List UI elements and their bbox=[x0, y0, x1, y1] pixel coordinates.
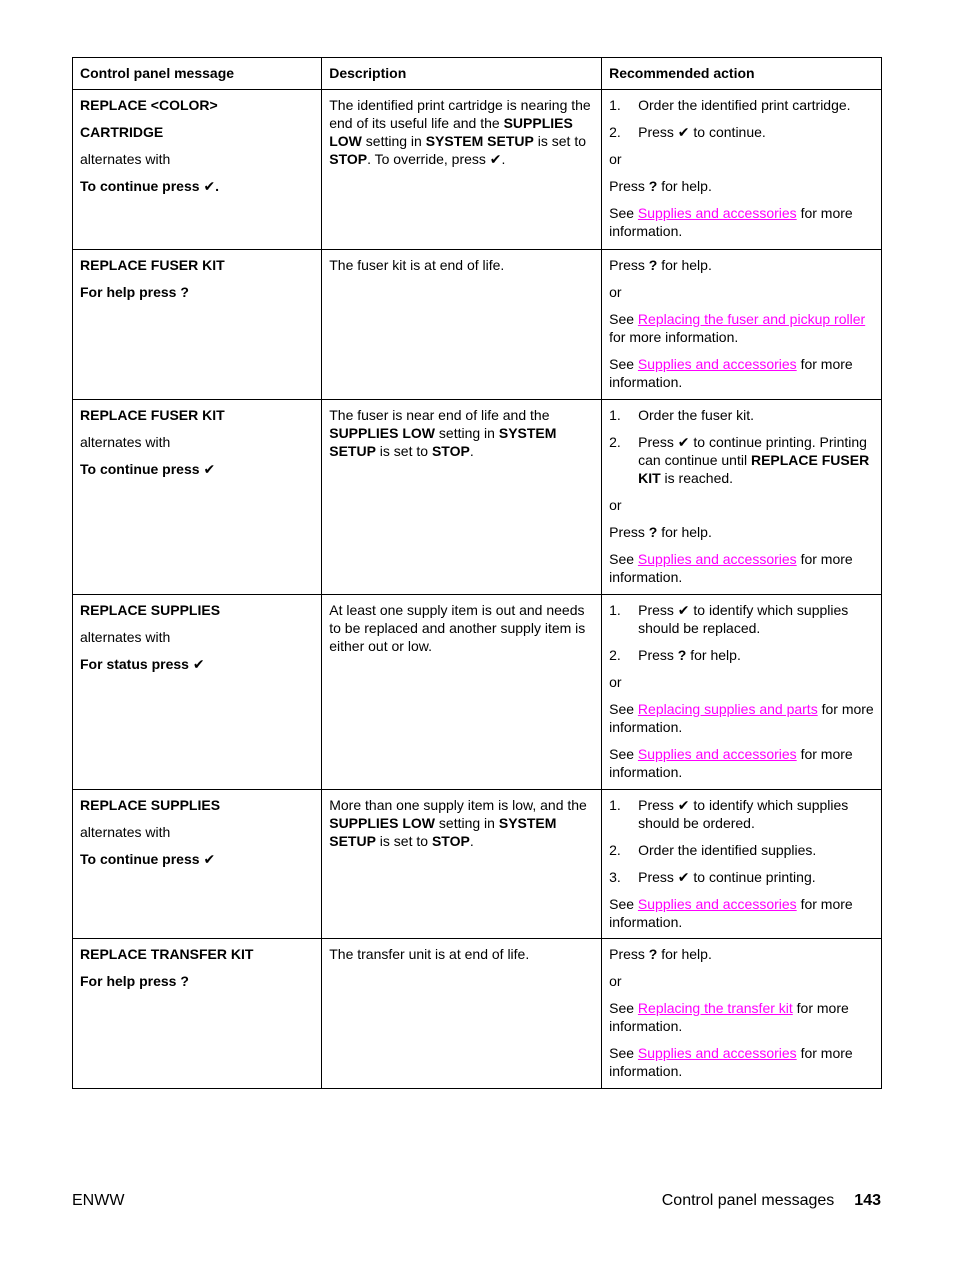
list-item: 1. Order the fuser kit. bbox=[609, 407, 755, 423]
table-row bbox=[73, 939, 882, 1089]
help-text: Press ? for help. bbox=[609, 946, 712, 962]
see-text: See Supplies and accessories for more information. bbox=[609, 551, 853, 585]
checkmark-icon: ✔ bbox=[677, 797, 690, 813]
action-cell bbox=[602, 595, 882, 790]
link-supplies-and-accessories[interactable]: Supplies and accessories bbox=[637, 205, 797, 221]
link-supplies-and-accessories[interactable]: Supplies and accessories bbox=[637, 551, 797, 567]
description-cell bbox=[322, 90, 602, 250]
message-text: REPLACE <COLOR> bbox=[80, 97, 218, 113]
action-steps bbox=[609, 601, 874, 664]
see-text: See Replacing supplies and parts for more information. bbox=[609, 701, 874, 735]
description-text: The transfer unit is at end of life. bbox=[329, 946, 530, 962]
message-text: alternates with bbox=[80, 824, 171, 840]
help-text: Press ? for help. bbox=[609, 257, 712, 273]
link-replacing-fuser[interactable]: Replacing the fuser and pickup roller bbox=[637, 311, 866, 327]
checkmark-icon: ✔ bbox=[677, 124, 690, 140]
header-action: Recommended action bbox=[602, 58, 882, 90]
checkmark-icon: ✔ bbox=[203, 461, 216, 477]
action-cell bbox=[602, 939, 882, 1089]
description-text: More than one supply item is low, and the SUPPLIES LOW setting in SYSTEM SETUP is set to STOP. bbox=[329, 797, 587, 849]
question-mark-icon: ? bbox=[180, 973, 189, 989]
link-replacing-supplies[interactable]: Replacing supplies and parts bbox=[637, 701, 818, 717]
description-text: The identified print cartridge is nearing the end of its useful life and the SUPPLIES LOW setting in SYSTEM SETUP is set to STOP. To override, press ✔. bbox=[329, 97, 591, 167]
action-cell bbox=[602, 90, 882, 250]
table-row bbox=[73, 250, 882, 400]
or-text: or bbox=[609, 973, 622, 989]
checkmark-icon: ✔ bbox=[677, 602, 690, 618]
message-text: REPLACE TRANSFER KIT bbox=[80, 946, 254, 962]
question-mark-icon: ? bbox=[648, 257, 658, 273]
list-item: 2. Press ✔ to continue. bbox=[609, 124, 766, 140]
message-cell bbox=[73, 400, 322, 595]
table-row bbox=[73, 790, 882, 939]
message-text: REPLACE FUSER KIT bbox=[80, 407, 225, 423]
see-text: See Supplies and accessories for more information. bbox=[609, 356, 853, 390]
table-header-row bbox=[73, 58, 882, 90]
description-cell bbox=[322, 939, 602, 1089]
see-text: See Supplies and accessories for more information. bbox=[609, 1045, 853, 1079]
message-text: CARTRIDGE bbox=[80, 124, 164, 140]
checkmark-icon: ✔ bbox=[203, 851, 216, 867]
description-text: At least one supply item is out and needs to be replaced and another supply item is either out or low. bbox=[329, 602, 586, 654]
or-text: or bbox=[609, 284, 622, 300]
question-mark-icon: ? bbox=[648, 524, 658, 540]
link-supplies-and-accessories[interactable]: Supplies and accessories bbox=[637, 356, 797, 372]
header-message: Control panel message bbox=[73, 58, 322, 90]
question-mark-icon: ? bbox=[648, 946, 658, 962]
action-steps bbox=[609, 796, 874, 886]
description-cell bbox=[322, 790, 602, 939]
message-cell bbox=[73, 250, 322, 400]
action-cell bbox=[602, 790, 882, 939]
list-item: 2. Order the identified supplies. bbox=[609, 842, 817, 858]
see-text: See Supplies and accessories for more information. bbox=[609, 205, 853, 239]
see-text: See Supplies and accessories for more information. bbox=[609, 896, 853, 930]
description-cell bbox=[322, 595, 602, 790]
page-number: 143 bbox=[854, 1192, 881, 1209]
link-replacing-transfer-kit[interactable]: Replacing the transfer kit bbox=[637, 1000, 793, 1016]
action-cell bbox=[602, 250, 882, 400]
checkmark-icon: ✔ bbox=[203, 178, 216, 194]
list-item: 2. Press ✔ to continue printing. Printing can continue until REPLACE FUSER KIT is reached. bbox=[609, 434, 870, 486]
footer-section-title: Control panel messages bbox=[661, 1192, 835, 1209]
list-item: 2. Press ? for help. bbox=[609, 647, 741, 663]
checkmark-icon: ✔ bbox=[192, 656, 205, 672]
message-text: To continue press ✔. bbox=[80, 178, 220, 194]
link-supplies-and-accessories[interactable]: Supplies and accessories bbox=[637, 1045, 797, 1061]
action-cell bbox=[602, 400, 882, 595]
message-cell bbox=[73, 939, 322, 1089]
table-row bbox=[73, 595, 882, 790]
description-text: The fuser kit is at end of life. bbox=[329, 257, 505, 273]
question-mark-icon: ? bbox=[648, 178, 658, 194]
message-cell bbox=[73, 595, 322, 790]
list-item: 1. Press ✔ to identify which supplies should be replaced. bbox=[609, 602, 849, 636]
checkmark-icon: ✔ bbox=[677, 869, 690, 885]
see-text: See Replacing the fuser and pickup roller for more information. bbox=[609, 311, 866, 345]
table-row bbox=[73, 90, 882, 250]
message-text: alternates with bbox=[80, 434, 171, 450]
or-text: or bbox=[609, 151, 622, 167]
link-supplies-and-accessories[interactable]: Supplies and accessories bbox=[637, 896, 797, 912]
control-panel-messages-table bbox=[72, 57, 882, 1089]
message-text: To continue press ✔ bbox=[80, 461, 216, 477]
message-text: alternates with bbox=[80, 151, 171, 167]
message-text: For status press ✔ bbox=[80, 656, 205, 672]
message-text: REPLACE SUPPLIES bbox=[80, 797, 221, 813]
message-cell bbox=[73, 90, 322, 250]
question-mark-icon: ? bbox=[677, 647, 687, 663]
help-text: Press ? for help. bbox=[609, 178, 712, 194]
list-item: 1. Order the identified print cartridge. bbox=[609, 97, 851, 113]
see-text: See Replacing the transfer kit for more information. bbox=[609, 1000, 849, 1034]
see-text: See Supplies and accessories for more information. bbox=[609, 746, 853, 780]
message-text: REPLACE SUPPLIES bbox=[80, 602, 221, 618]
message-text: alternates with bbox=[80, 629, 171, 645]
or-text: or bbox=[609, 674, 622, 690]
checkmark-icon: ✔ bbox=[489, 151, 502, 167]
question-mark-icon: ? bbox=[180, 284, 189, 300]
message-text: To continue press ✔ bbox=[80, 851, 216, 867]
checkmark-icon: ✔ bbox=[677, 434, 690, 450]
header-description: Description bbox=[322, 58, 602, 90]
table-row bbox=[73, 400, 882, 595]
help-text: Press ? for help. bbox=[609, 524, 712, 540]
message-cell bbox=[73, 790, 322, 939]
action-steps bbox=[609, 406, 874, 487]
description-cell bbox=[322, 400, 602, 595]
description-text: The fuser is near end of life and the SUPPLIES LOW setting in SYSTEM SETUP is set to STOP. bbox=[329, 407, 557, 459]
footer-right bbox=[662, 1192, 881, 1210]
message-text: For help press ? bbox=[80, 973, 189, 989]
or-text: or bbox=[609, 497, 622, 513]
description-cell bbox=[322, 250, 602, 400]
list-item: 1. Press ✔ to identify which supplies should be ordered. bbox=[609, 797, 849, 831]
action-steps bbox=[609, 96, 874, 141]
list-item: 3. Press ✔ to continue printing. bbox=[609, 869, 816, 885]
message-text: For help press ? bbox=[80, 284, 189, 300]
footer-left: ENWW bbox=[72, 1192, 125, 1209]
link-supplies-and-accessories[interactable]: Supplies and accessories bbox=[637, 746, 797, 762]
message-text: REPLACE FUSER KIT bbox=[80, 257, 225, 273]
